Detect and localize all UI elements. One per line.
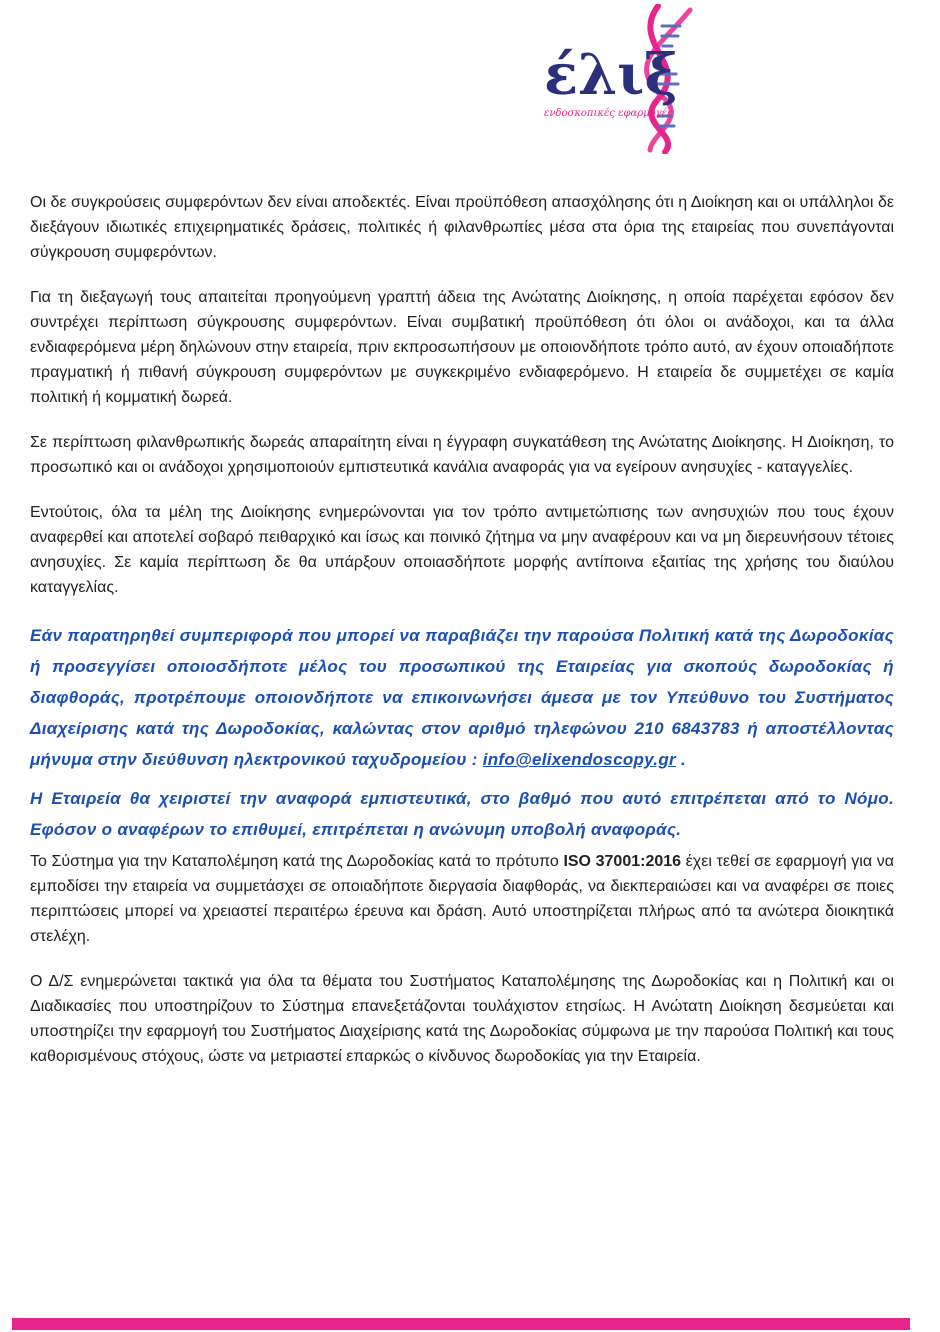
logo-tagline: ενδοσκοπικές εφαρμογές bbox=[544, 108, 673, 119]
reporting-callout bbox=[30, 620, 894, 775]
company-logo bbox=[540, 4, 700, 154]
iso-standard: ISO 37001:2016 bbox=[563, 853, 682, 870]
paragraph-reporting: Εντούτοις, όλα τα μέλη της Διοίκησης ενημερώνονται για τον τρόπο αντιμετώπισης των ανησυχιών που τους έχουν αναφερθεί και αποτελεί σοβαρό πειθαρχικό και ίσως και ποινικό ζήτημα να μην αναφέρουν και να μη διερευνήσουν τέτοιες ανησυχίες. Σε καμία περίπτωση δε θα υπάρξουν οποιασδήποτε μορφής αντίποινα εξαιτίας της χρήσης του διαύλου καταγγελίας. bbox=[30, 504, 894, 596]
confidentiality-callout: Η Εταιρεία θα χειριστεί την αναφορά εμπιστευτικά, στο βαθμό που αυτό επιτρέπεται από το Νόμο. Εφόσον ο αναφέρων το επιθυμεί, επιτρέπεται η ανώνυμη υποβολή αναφοράς. bbox=[30, 789, 894, 839]
paragraph-donations: Σε περίπτωση φιλανθρωπικής δωρεάς απαραίτητη είναι η έγγραφη συγκατάθεση της Ανώτατης Διοίκησης. Η Διοίκηση, το προσωπικό και οι ανάδοχοι χρησιμοποιούν εμπιστευτικά κανάλια αναφοράς για να εγείρουν ανησυχίες - καταγγελίες. bbox=[30, 434, 894, 476]
document-body bbox=[30, 190, 894, 1069]
logo-wordmark: έλιξ bbox=[544, 42, 678, 108]
paragraph-conflicts: Οι δε συγκρούσεις συμφερόντων δεν είναι αποδεκτές. Είναι προϋπόθεση απασχόλησης ότι η Διοίκηση και οι υπάλληλοι δε διεξάγουν ιδιωτικές επιχειρηματικές δράσεις, πολιτικές ή φιλανθρωπίες μέσα στα όρια της εταιρείας που συνεπάγονται σύγκρουση συμφερόντων. bbox=[30, 194, 894, 261]
paragraph-review: Ο Δ/Σ ενημερώνεται τακτικά για όλα τα θέματα του Συστήματος Καταπολέμησης της Δωροδοκίας και η Πολιτική και οι Διαδικασίες που υποστηρίζουν το Σύστημα επανεξετάζονται τουλάχιστον ετησίως. Η Ανώτατη Διοίκηση δεσμεύεται και υποστηρίζει την εφαρμογή του Συστήματος Διαχείρισης κατά της Δωροδοκίας σύμφωνα με την παρούσα Πολιτική και τους καθορισμένους στόχους, ώστε να μετριαστεί επαρκώς ο κίνδυνος δωροδοκίας για την Εταιρεία. bbox=[30, 973, 894, 1065]
iso-text-after: έχει τεθεί σε εφαρμογή για να εμποδίσει την εταιρεία να συμμετάσχει σε οποιαδήποτε διεργασία διαφθοράς, να διεκπεραιώσει και να αναφέρει σε ποιες περιπτώσεις μπορεί να χρειαστεί περαιτέρω έρευνα και δράση. Αυτό υποστηρίζεται πλήρως από τα ανώτερα διοικητικά στελέχη. bbox=[30, 853, 894, 945]
callout-end: . bbox=[680, 750, 686, 769]
iso-text-before: Το Σύστημα για την Καταπολέμηση κατά της Δωροδοκίας κατά το πρότυπο bbox=[30, 853, 559, 870]
callout-text: Εάν παρατηρηθεί συμπεριφορά που μπορεί να παραβιάζει την παρούσα Πολιτική κατά της Δωροδοκίας ή προσεγγίσει οποιοσδήποτε μέλος του προσωπικού της Εταιρείας για σκοπούς δωροδοκίας ή διαφθοράς, προτρέπουμε οποιονδήποτε να επικοινωνήσει άμεσα με τον Υπεύθυνο του Συστήματος Διαχείρισης κατά της Δωροδοκίας, καλώντας στον αριθμό τηλεφώνου 210 6843783 ή αποστέλλοντας μήνυμα στην διεύθυνση ηλεκτρονικού ταχυδρομείου : bbox=[30, 626, 894, 769]
elix-logo-graphic bbox=[540, 4, 700, 154]
paragraph-iso bbox=[30, 849, 894, 949]
paragraph-approval: Για τη διεξαγωγή τους απαιτείται προηγούμενη γραπτή άδεια της Ανώτατης Διοίκησης, η οποία παρέχεται εφόσον δεν συντρέχει περίπτωση σύγκρουσης συμφερόντων. Είναι συμβατική προϋπόθεση ότι όλοι οι ανάδοχοι, και τα άλλα ενδιαφερόμενα μέρη δηλώνουν στην εταιρεία, πριν εκπροσωπήσουν με οποιονδήποτε τρόπο αυτό, αν έχουν οποιαδήποτε πραγματική ή πιθανή σύγκρουση συμφερόντων με συγκεκριμένο ενδιαφερόμενο. Η εταιρεία δε συμμετέχει σε καμία πολιτική ή κομματική δωρεά. bbox=[30, 289, 894, 406]
footer-bar bbox=[12, 1318, 910, 1330]
contact-email-link[interactable]: info@elixendoscopy.gr bbox=[482, 750, 676, 769]
